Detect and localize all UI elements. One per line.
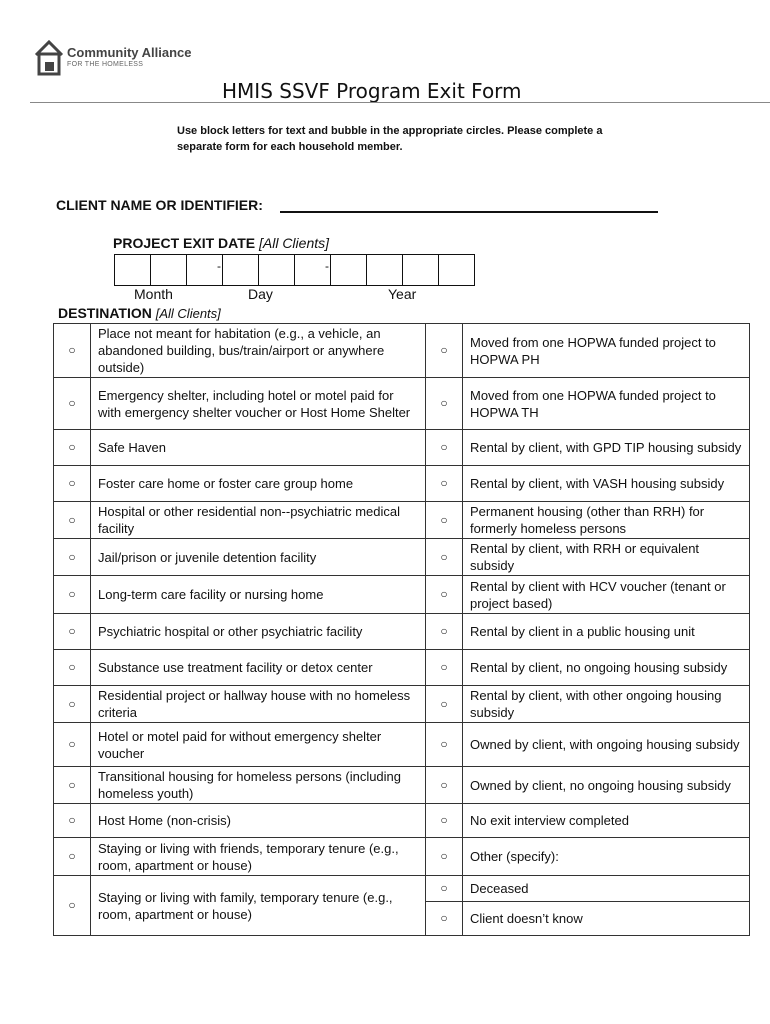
destination-option: Safe Haven: [91, 430, 426, 466]
destination-option: Other (specify):: [463, 838, 750, 876]
destination-row: [54, 502, 750, 539]
org-name: Community Alliance: [67, 45, 192, 60]
year-caption: Year: [388, 286, 417, 302]
destination-option: Deceased: [463, 876, 750, 902]
date-separator: -: [325, 259, 329, 273]
destination-scope: [All Clients]: [155, 306, 221, 321]
radio-bubble[interactable]: ○: [54, 539, 91, 576]
exit-date-label: [113, 235, 329, 251]
radio-bubble[interactable]: ○: [426, 502, 463, 539]
destination-option: Jail/prison or juvenile detention facility: [91, 539, 426, 576]
radio-bubble[interactable]: ○: [426, 324, 463, 378]
radio-bubble[interactable]: ○: [426, 838, 463, 876]
destination-option: Foster care home or foster care group home: [91, 466, 426, 502]
year-digit-1[interactable]: [331, 255, 367, 285]
month-digit-3[interactable]: [187, 255, 223, 285]
destination-row: [54, 804, 750, 838]
org-logo: [34, 36, 214, 80]
radio-bubble[interactable]: ○: [426, 804, 463, 838]
destination-option: Host Home (non-crisis): [91, 804, 426, 838]
destination-row: [54, 576, 750, 614]
destination-option: Place not meant for habitation (e.g., a vehicle, an abandoned building, bus/train/airport or anywhere outside): [91, 324, 426, 378]
destination-option: Rental by client, with VASH housing subsidy: [463, 466, 750, 502]
radio-bubble[interactable]: ○: [426, 902, 463, 936]
destination-option: Hotel or motel paid for without emergency shelter voucher: [91, 723, 426, 767]
day-caption: Day: [248, 286, 273, 302]
radio-bubble[interactable]: ○: [54, 324, 91, 378]
destination-row: [54, 723, 750, 767]
destination-row: [54, 378, 750, 430]
destination-option: Rental by client in a public housing unit: [463, 614, 750, 650]
radio-bubble[interactable]: ○: [426, 767, 463, 804]
radio-bubble[interactable]: ○: [426, 723, 463, 767]
year-digit-3[interactable]: [403, 255, 439, 285]
destination-option: Transitional housing for homeless persons (including homeless youth): [91, 767, 426, 804]
radio-bubble[interactable]: ○: [54, 723, 91, 767]
exit-date-title: PROJECT EXIT DATE: [113, 235, 256, 251]
destination-option: Staying or living with friends, temporary tenure (e.g., room, apartment or house): [91, 838, 426, 876]
destination-row: [54, 767, 750, 804]
destination-option: No exit interview completed: [463, 804, 750, 838]
radio-bubble[interactable]: ○: [54, 686, 91, 723]
destination-label: [58, 305, 221, 321]
year-digit-2[interactable]: [367, 255, 403, 285]
destination-option: Client doesn’t know: [463, 902, 750, 936]
house-logo-icon: [34, 38, 64, 76]
destination-option: Long-term care facility or nursing home: [91, 576, 426, 614]
destination-option: Hospital or other residential non--psychiatric medical facility: [91, 502, 426, 539]
title-divider: [30, 102, 770, 103]
destination-row: [54, 466, 750, 502]
radio-bubble[interactable]: ○: [54, 876, 91, 936]
radio-bubble[interactable]: ○: [426, 539, 463, 576]
destination-row: [54, 430, 750, 466]
instructions: Use block letters for text and bubble in the appropriate circles. Please complete a separate form for each household member.: [177, 125, 603, 153]
radio-bubble[interactable]: ○: [54, 378, 91, 430]
destination-option: Moved from one HOPWA funded project to HOPWA PH: [463, 324, 750, 378]
destination-table: [53, 323, 750, 936]
exit-date-field: [114, 254, 475, 286]
destination-option: Permanent housing (other than RRH) for formerly homeless persons: [463, 502, 750, 539]
year-digit-4[interactable]: [439, 255, 474, 285]
destination-option: Owned by client, no ongoing housing subsidy: [463, 767, 750, 804]
exit-date-scope: [All Clients]: [258, 235, 330, 251]
day-digit-2[interactable]: [259, 255, 295, 285]
destination-row: [54, 876, 750, 902]
month-digit-1[interactable]: [115, 255, 151, 285]
client-name-label: CLIENT NAME OR IDENTIFIER:: [56, 197, 263, 213]
form-title: HMIS SSVF Program Exit Form: [222, 79, 522, 103]
destination-option: Rental by client, with other ongoing housing subsidy: [463, 686, 750, 723]
radio-bubble[interactable]: ○: [54, 804, 91, 838]
radio-bubble[interactable]: ○: [426, 650, 463, 686]
radio-bubble[interactable]: ○: [426, 686, 463, 723]
destination-row: [54, 686, 750, 723]
client-name-field[interactable]: [280, 211, 658, 213]
radio-bubble[interactable]: ○: [54, 430, 91, 466]
destination-option: Rental by client, with GPD TIP housing subsidy: [463, 430, 750, 466]
radio-bubble[interactable]: ○: [54, 767, 91, 804]
org-tagline: FOR THE HOMELESS: [67, 61, 144, 68]
radio-bubble[interactable]: ○: [426, 430, 463, 466]
destination-option: Rental by client, no ongoing housing subsidy: [463, 650, 750, 686]
destination-row: [54, 614, 750, 650]
destination-option: Psychiatric hospital or other psychiatric facility: [91, 614, 426, 650]
destination-option: Rental by client with HCV voucher (tenant or project based): [463, 576, 750, 614]
destination-row: [54, 650, 750, 686]
destination-option: Owned by client, with ongoing housing subsidy: [463, 723, 750, 767]
radio-bubble[interactable]: ○: [54, 466, 91, 502]
date-separator: -: [217, 259, 221, 273]
destination-option: Substance use treatment facility or detox center: [91, 650, 426, 686]
destination-option: Rental by client, with RRH or equivalent subsidy: [463, 539, 750, 576]
destination-option: Staying or living with family, temporary tenure (e.g., room, apartment or house): [91, 876, 426, 936]
month-digit-2[interactable]: [151, 255, 187, 285]
destination-option: Emergency shelter, including hotel or motel paid for with emergency shelter voucher or Host Home Shelter: [91, 378, 426, 430]
radio-bubble[interactable]: ○: [426, 576, 463, 614]
radio-bubble[interactable]: ○: [54, 576, 91, 614]
radio-bubble[interactable]: ○: [54, 614, 91, 650]
radio-bubble[interactable]: ○: [54, 650, 91, 686]
radio-bubble[interactable]: ○: [54, 838, 91, 876]
radio-bubble[interactable]: ○: [54, 502, 91, 539]
day-digit-3[interactable]: [295, 255, 331, 285]
radio-bubble[interactable]: ○: [426, 614, 463, 650]
day-digit-1[interactable]: [223, 255, 259, 285]
destination-option: Moved from one HOPWA funded project to HOPWA TH: [463, 378, 750, 430]
destination-row: [54, 838, 750, 876]
destination-option: Residential project or hallway house with no homeless criteria: [91, 686, 426, 723]
radio-bubble[interactable]: ○: [426, 378, 463, 430]
radio-bubble[interactable]: ○: [426, 466, 463, 502]
destination-row: [54, 539, 750, 576]
month-caption: Month: [134, 286, 173, 302]
radio-bubble[interactable]: ○: [426, 876, 463, 902]
destination-row: [54, 324, 750, 378]
destination-title: DESTINATION: [58, 305, 152, 321]
